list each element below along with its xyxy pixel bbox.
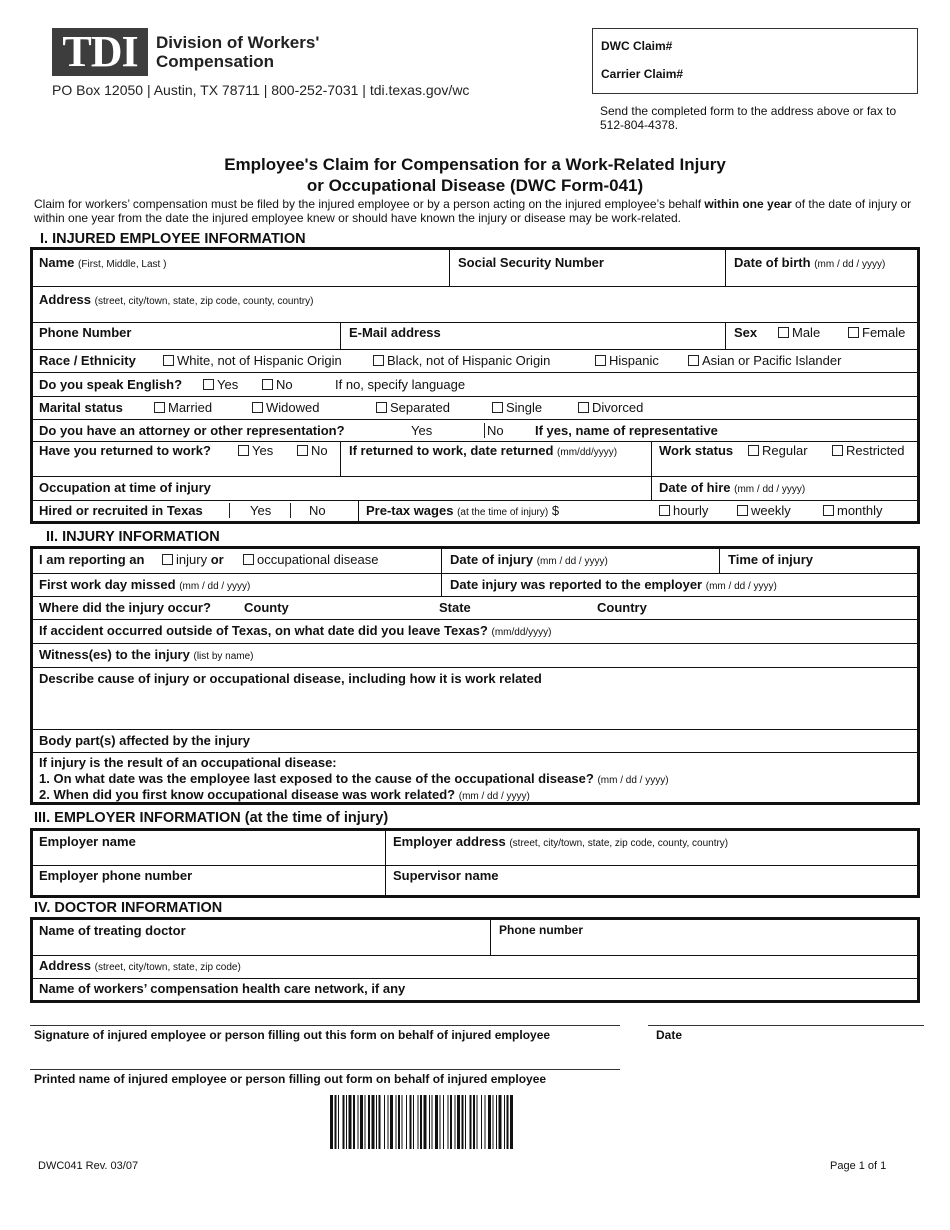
section4-heading: IV. DOCTOR INFORMATION xyxy=(34,900,223,916)
row-employer-name xyxy=(33,831,917,865)
restricted-checkbox[interactable] xyxy=(832,445,843,456)
signature-label: Signature of injured employee or person filling out this form on behalf of injured employee xyxy=(34,1028,551,1042)
returned-label: Have you returned to work? xyxy=(39,443,211,458)
time-injury-field[interactable] xyxy=(719,549,917,573)
race-asian-label: Asian or Pacific Islander xyxy=(702,353,842,368)
regular-label: Regular xyxy=(762,443,808,458)
hourly-checkbox[interactable] xyxy=(659,505,670,516)
occupational-label: occupational disease xyxy=(257,552,379,567)
state-label: State xyxy=(439,600,471,615)
race-white-label: White, not of Hispanic Origin xyxy=(177,353,342,368)
reported-label: Date injury was reported to the employer xyxy=(450,577,703,592)
reporting-field xyxy=(33,549,441,573)
dob-field[interactable] xyxy=(725,250,917,286)
divorced-label: Divorced xyxy=(592,400,644,415)
barcode xyxy=(330,1095,644,1149)
intro-bold: within one year xyxy=(704,197,792,211)
form-title-line1: Employee's Claim for Compensation for a Work-Related Injury xyxy=(224,155,726,174)
single-label: Single xyxy=(506,400,543,415)
occupation-label: Occupation at time of injury xyxy=(39,480,211,495)
occ-line3-hint: (mm / dd / yyyy) xyxy=(458,791,530,802)
row-doctor xyxy=(33,920,917,955)
phone-field[interactable] xyxy=(33,323,340,349)
race-asian-checkbox[interactable] xyxy=(688,355,699,366)
injury-label: injury xyxy=(176,552,208,567)
hire-label: Date of hire xyxy=(659,480,731,495)
signature-date-label: Date xyxy=(656,1028,683,1042)
widowed-checkbox[interactable] xyxy=(252,402,263,413)
printed-name-line[interactable] xyxy=(30,1069,620,1070)
row-witness[interactable] xyxy=(33,643,917,667)
employer-address-label: Employer address xyxy=(393,834,506,849)
dollar-sign: $ xyxy=(551,503,560,518)
printed-name-label: Printed name of injured employee or person filling out form on behalf of injured employee xyxy=(34,1072,547,1086)
occ-line2[interactable]: 1. On what date was the employee last exposed to the cause of the occupational disease? xyxy=(39,771,594,786)
hired-texas-no-option[interactable]: No xyxy=(290,503,326,518)
doctor-phone-field[interactable] xyxy=(490,920,917,955)
english-label: Do you speak English? xyxy=(39,377,183,392)
occ-line1: If injury is the result of an occupational disease: xyxy=(39,755,337,770)
single-checkbox[interactable] xyxy=(492,402,503,413)
attorney-label: Do you have an attorney or other representation? xyxy=(39,423,345,438)
name-hint: (First, Middle, Last ) xyxy=(78,259,167,270)
widowed-label: Widowed xyxy=(266,400,320,415)
outside-hint: (mm/dd/yyyy) xyxy=(491,627,552,638)
phone-label: Phone Number xyxy=(39,325,132,340)
agency-address: PO Box 12050 | Austin, TX 78711 | 800-252-7031 | tdi.texas.gov/wc xyxy=(52,82,470,98)
injury-checkbox[interactable] xyxy=(162,554,173,565)
race-hispanic-checkbox[interactable] xyxy=(595,355,606,366)
witness-label: Witness(es) to the injury xyxy=(39,647,190,662)
row-returned xyxy=(33,441,917,476)
returned-yes-checkbox[interactable] xyxy=(238,445,249,456)
hired-texas-field xyxy=(33,501,358,521)
occupational-checkbox[interactable] xyxy=(243,554,254,565)
occ-line2-hint: (mm / dd / yyyy) xyxy=(597,775,669,786)
wages-hint: (at the time of injury) xyxy=(457,507,549,518)
row-wages xyxy=(33,500,917,521)
returned-date-label: If returned to work, date returned xyxy=(349,443,554,458)
time-injury-label: Time of injury xyxy=(728,552,813,567)
email-field[interactable] xyxy=(340,323,725,349)
row-race xyxy=(33,349,917,372)
row-english xyxy=(33,372,917,396)
form-revision: DWC041 Rev. 03/07 xyxy=(38,1160,139,1172)
ssn-label: Social Security Number xyxy=(458,255,604,270)
first-day-hint: (mm / dd / yyyy) xyxy=(179,581,251,592)
ssn-field[interactable] xyxy=(449,250,725,286)
address-hint: (street, city/town, state, zip code, county, country) xyxy=(94,296,314,307)
section1-heading: I. INJURED EMPLOYEE INFORMATION xyxy=(40,231,306,247)
returned-field xyxy=(33,442,340,476)
sex-label: Sex xyxy=(734,325,758,340)
restricted-label: Restricted xyxy=(846,443,905,458)
row-body-part[interactable] xyxy=(33,729,917,752)
work-status-label: Work status xyxy=(659,443,734,458)
carrier-claim-label: Carrier Claim# xyxy=(601,67,684,81)
doctor-address-hint: (street, city/town, state, zip code) xyxy=(94,962,241,973)
row-name xyxy=(33,250,917,286)
row-where[interactable] xyxy=(33,596,917,619)
occ-line3[interactable]: 2. When did you first know occupational disease was work related? xyxy=(39,787,456,802)
row-occupation xyxy=(33,476,917,500)
reporting-label: I am reporting an xyxy=(39,552,145,567)
section2-heading: II. INJURY INFORMATION xyxy=(46,529,220,545)
intro-text xyxy=(34,197,914,225)
returned-no-label: No xyxy=(311,443,328,458)
hire-hint: (mm / dd / yyyy) xyxy=(734,484,806,495)
send-note: Send the completed form to the address above or fax to 512-804-4378. xyxy=(600,104,897,132)
section3-employer-info xyxy=(30,828,920,898)
regular-checkbox[interactable] xyxy=(748,445,759,456)
claim-number-box xyxy=(592,28,918,94)
employer-name-field[interactable] xyxy=(33,831,385,865)
intro-part2: of the date of injury or within one year from the date the injured employee knew or should have known the injury or disease may be work-related. xyxy=(34,197,912,225)
row-outside-texas[interactable] xyxy=(33,619,917,643)
race-black-label: Black, not of Hispanic Origin xyxy=(387,353,551,368)
country-label: Country xyxy=(597,600,647,615)
intro-part1: Claim for workers’ compensation must be filed by the injured employee or by a person acting on the injured employee’s behalf xyxy=(34,197,705,211)
network-label: Name of workers’ compensation health care network, if any xyxy=(39,981,406,996)
hire-date-field[interactable] xyxy=(651,477,917,500)
employer-phone-field[interactable] xyxy=(33,866,385,895)
male-checkbox[interactable] xyxy=(778,327,789,338)
doctor-phone-label: Phone number xyxy=(499,923,584,937)
returned-no-checkbox[interactable] xyxy=(297,445,308,456)
language-label[interactable]: If no, specify language xyxy=(335,377,466,392)
where-label: Where did the injury occur? xyxy=(39,600,211,615)
address-label: Address xyxy=(39,292,92,307)
date-line[interactable] xyxy=(648,1025,924,1026)
tdi-logo: TDI xyxy=(52,28,148,76)
work-status-field xyxy=(651,442,917,476)
section3-heading: III. EMPLOYER INFORMATION (at the time of injury) xyxy=(34,810,389,826)
supervisor-field[interactable] xyxy=(385,866,917,895)
first-day-label: First work day missed xyxy=(39,577,176,592)
wages-label: Pre-tax wages xyxy=(366,503,454,518)
dwc-claim-label: DWC Claim# xyxy=(601,39,673,53)
outside-label: If accident occurred outside of Texas, on what date did you leave Texas? xyxy=(39,623,488,638)
wages-field xyxy=(358,501,917,521)
body-label: Body part(s) affected by the injury xyxy=(39,733,250,748)
sex-field xyxy=(725,323,917,349)
doctor-address-label: Address xyxy=(39,958,92,973)
employer-phone-label: Employer phone number xyxy=(39,868,193,883)
hired-texas-label: Hired or recruited in Texas xyxy=(39,503,203,518)
race-black-checkbox[interactable] xyxy=(373,355,384,366)
witness-hint: (list by name) xyxy=(193,651,254,662)
hired-texas-yes-option[interactable]: Yes xyxy=(229,503,271,518)
row-address[interactable] xyxy=(33,286,917,322)
race-label: Race / Ethnicity xyxy=(39,353,136,368)
reported-date-field[interactable] xyxy=(441,574,917,596)
doctor-label: Name of treating doctor xyxy=(39,923,186,938)
row-first-day xyxy=(33,573,917,596)
race-hispanic-label: Hispanic xyxy=(609,353,659,368)
married-checkbox[interactable] xyxy=(154,402,165,413)
division-title xyxy=(156,33,319,71)
female-label: Female xyxy=(862,325,906,340)
row-reporting xyxy=(33,549,917,573)
marital-label: Marital status xyxy=(39,400,123,415)
date-injury-field[interactable] xyxy=(441,549,719,573)
form-title xyxy=(0,154,950,196)
row-attorney xyxy=(33,419,917,441)
attorney-yes-option[interactable]: Yes xyxy=(411,423,433,438)
dob-label: Date of birth xyxy=(734,255,811,270)
employer-address-field[interactable] xyxy=(385,831,917,865)
doctor-name-field[interactable] xyxy=(33,920,490,955)
row-describe[interactable] xyxy=(33,667,917,729)
divorced-checkbox[interactable] xyxy=(578,402,589,413)
row-marital xyxy=(33,396,917,419)
dob-hint: (mm / dd / yyyy) xyxy=(814,259,886,270)
section4-doctor-info xyxy=(30,917,920,1003)
date-injury-hint: (mm / dd / yyyy) xyxy=(536,556,608,567)
employer-name-label: Employer name xyxy=(39,834,136,849)
section1-employee-info xyxy=(30,247,920,524)
county-label: County xyxy=(244,600,289,615)
name-field[interactable] xyxy=(33,250,449,286)
row-doctor-address[interactable] xyxy=(33,955,917,978)
race-white-checkbox[interactable] xyxy=(163,355,174,366)
date-injury-label: Date of injury xyxy=(450,552,534,567)
female-checkbox[interactable] xyxy=(848,327,859,338)
english-yes-checkbox[interactable] xyxy=(203,379,214,390)
returned-yes-label: Yes xyxy=(252,443,274,458)
monthly-checkbox[interactable] xyxy=(823,505,834,516)
weekly-label: weekly xyxy=(751,503,791,518)
row-network[interactable] xyxy=(33,978,917,1000)
hourly-label: hourly xyxy=(673,503,709,518)
separated-checkbox[interactable] xyxy=(376,402,387,413)
employer-address-hint: (street, city/town, state, zip code, county, country) xyxy=(509,838,729,849)
or-label: or xyxy=(210,552,224,567)
returned-date-hint: (mm/dd/yyyy) xyxy=(557,447,618,458)
form-title-line2: or Occupational Disease (DWC Form-041) xyxy=(306,176,644,195)
occupation-field[interactable] xyxy=(33,477,651,500)
name-label: Name xyxy=(39,255,75,270)
row-employer-phone xyxy=(33,865,917,895)
english-no-label: No xyxy=(276,377,293,392)
row-phone xyxy=(33,322,917,349)
signature-line[interactable] xyxy=(30,1025,620,1026)
first-day-field[interactable] xyxy=(33,574,441,596)
separated-label: Separated xyxy=(390,400,450,415)
english-yes-label: Yes xyxy=(217,377,239,392)
male-label: Male xyxy=(792,325,821,340)
email-label: E-Mail address xyxy=(349,325,441,340)
division-title-line1: Division of Workers' xyxy=(156,33,320,52)
page-number: Page 1 of 1 xyxy=(830,1160,887,1172)
weekly-checkbox[interactable] xyxy=(737,505,748,516)
section2-injury-info xyxy=(30,546,920,805)
attorney-no-option[interactable]: No xyxy=(484,423,504,438)
english-no-checkbox[interactable] xyxy=(262,379,273,390)
monthly-label: monthly xyxy=(837,503,883,518)
describe-label: Describe cause of injury or occupational disease, including how it is work related xyxy=(39,671,542,686)
reported-hint: (mm / dd / yyyy) xyxy=(705,581,777,592)
supervisor-label: Supervisor name xyxy=(393,868,499,883)
division-title-line2: Compensation xyxy=(156,52,275,71)
row-occupational-disease xyxy=(33,752,917,802)
rep-name-label[interactable]: If yes, name of representative xyxy=(535,423,718,438)
returned-date-field[interactable] xyxy=(340,442,651,476)
married-label: Married xyxy=(168,400,213,415)
